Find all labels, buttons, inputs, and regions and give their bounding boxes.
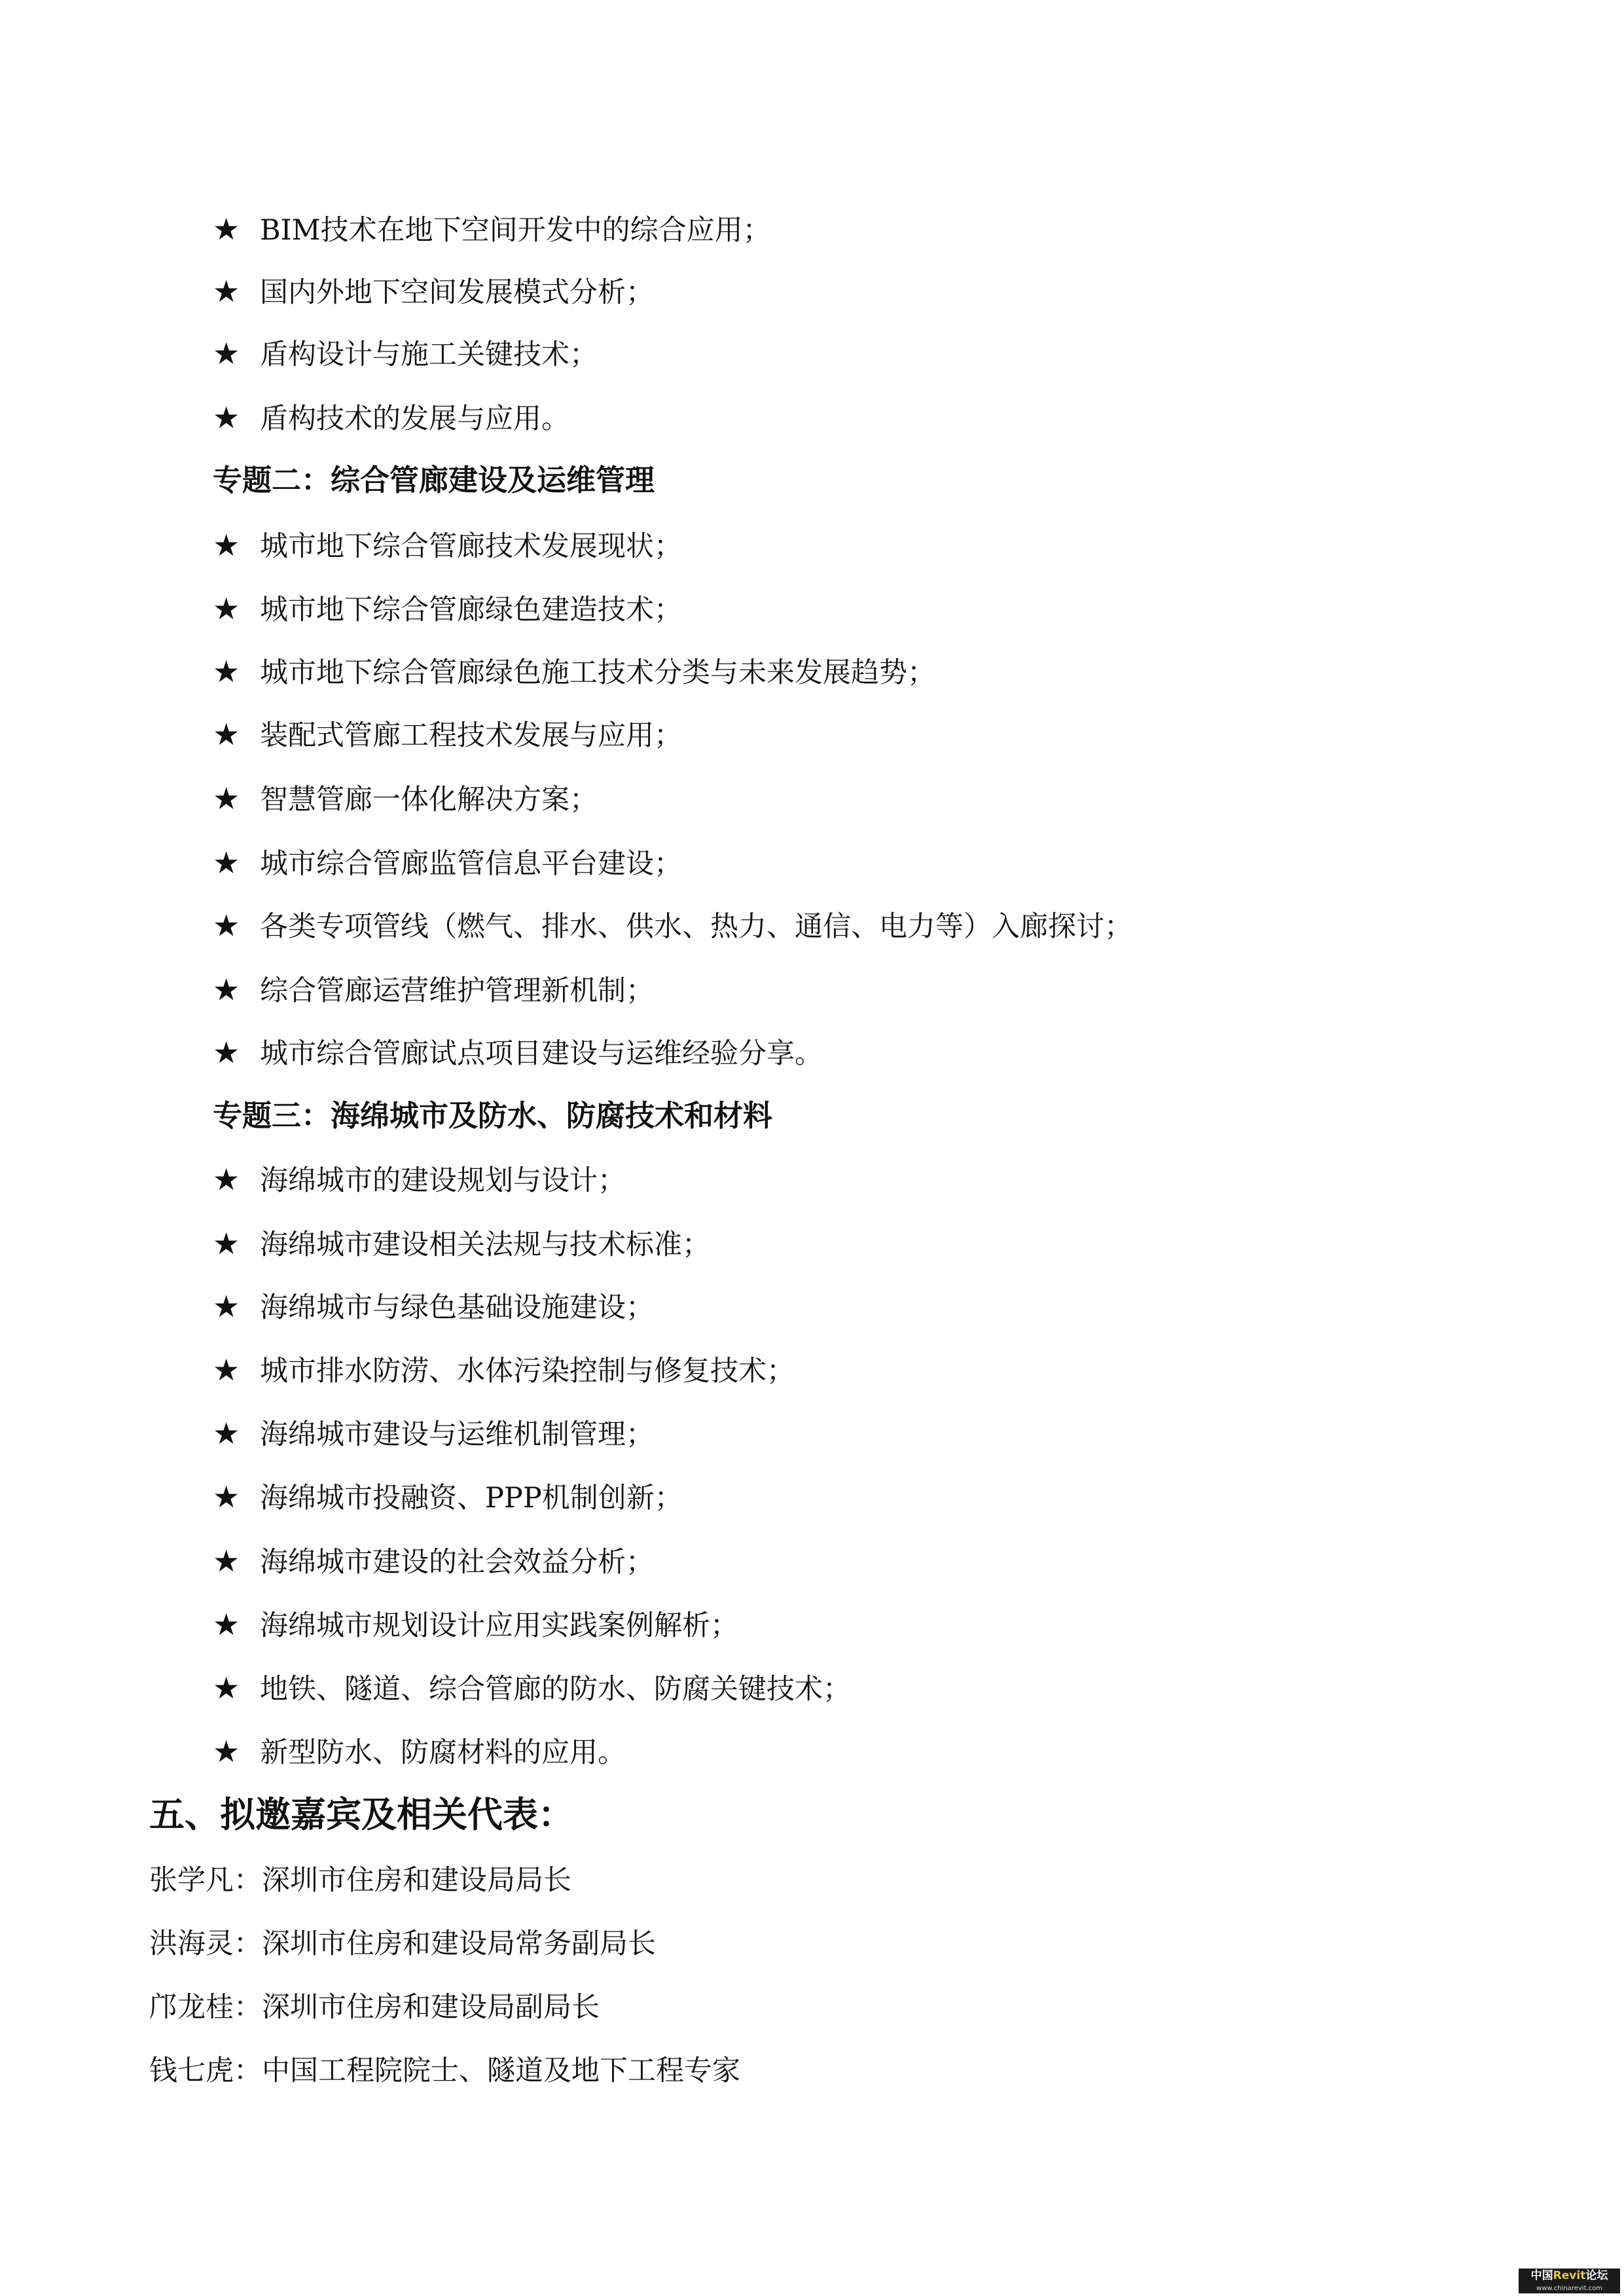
list-item bbox=[213, 334, 598, 373]
list-item bbox=[213, 1668, 851, 1708]
list-item bbox=[213, 272, 654, 311]
star-icon: ★ bbox=[213, 1226, 240, 1261]
list-item bbox=[213, 906, 1132, 945]
watermark-url: www.chinarevit.com bbox=[1536, 2285, 1603, 2292]
star-icon: ★ bbox=[213, 1035, 240, 1070]
star-icon: ★ bbox=[213, 1162, 240, 1197]
star-icon: ★ bbox=[213, 1734, 240, 1769]
list-item-text: 城市综合管廊试点项目建设与运维经验分享。 bbox=[260, 1037, 823, 1070]
star-icon: ★ bbox=[213, 654, 240, 689]
list-item-text: 国内外地下空间发展模式分析； bbox=[260, 276, 654, 309]
list-item-text: 海绵城市的建设规划与设计； bbox=[260, 1164, 626, 1197]
list-item bbox=[213, 1033, 823, 1072]
star-icon: ★ bbox=[213, 591, 240, 626]
list-item bbox=[213, 1224, 710, 1263]
star-icon: ★ bbox=[213, 972, 240, 1007]
list-item-text: 装配式管廊工程技术发展与应用； bbox=[260, 719, 682, 752]
watermark-prefix: 中国 bbox=[1530, 2269, 1553, 2282]
list-item-text: 城市综合管廊监管信息平台建设； bbox=[260, 848, 682, 880]
list-item bbox=[213, 779, 598, 818]
guest-entry: 张学凡：深圳市住房和建设局局长 bbox=[149, 1864, 571, 1897]
list-item-text: 海绵城市规划设计应用实践案例解析； bbox=[260, 1609, 738, 1642]
guest-entry: 钱七虎：中国工程院院士、隧道及地下工程专家 bbox=[149, 2054, 740, 2087]
list-item bbox=[213, 1732, 626, 1771]
star-icon: ★ bbox=[213, 528, 240, 563]
star-icon: ★ bbox=[213, 781, 240, 816]
star-icon: ★ bbox=[213, 400, 240, 435]
list-item bbox=[213, 843, 682, 882]
list-item-text: 海绵城市投融资、PPP机制创新； bbox=[260, 1482, 683, 1515]
list-item bbox=[213, 1605, 738, 1644]
list-item bbox=[213, 589, 682, 628]
star-icon: ★ bbox=[213, 1416, 240, 1451]
star-icon: ★ bbox=[213, 1479, 240, 1515]
list-item-text: 盾构技术的发展与应用。 bbox=[260, 403, 569, 435]
list-item-text: 各类专项管线（燃气、排水、供水、热力、通信、电力等）入廊探讨； bbox=[260, 910, 1132, 943]
list-item-text: 城市地下综合管廊绿色施工技术分类与未来发展趋势； bbox=[260, 656, 935, 689]
list-item bbox=[213, 1477, 683, 1516]
list-item-text: 城市排水防涝、水体污染控制与修复技术； bbox=[260, 1355, 795, 1388]
list-item-text: 城市地下综合管廊绿色建造技术； bbox=[260, 594, 682, 626]
list-item bbox=[213, 209, 771, 249]
list-item-text: 海绵城市与绿色基础设施建设； bbox=[260, 1291, 654, 1324]
list-item-text: 盾构设计与施工关键技术； bbox=[260, 338, 598, 371]
star-icon: ★ bbox=[213, 274, 240, 309]
list-item-text: 海绵城市建设相关法规与技术标准； bbox=[260, 1229, 710, 1261]
list-item-text: 地铁、隧道、综合管廊的防水、防腐关键技术； bbox=[260, 1673, 851, 1706]
star-icon: ★ bbox=[213, 1543, 240, 1579]
star-icon: ★ bbox=[213, 1289, 240, 1324]
watermark-suffix: 论坛 bbox=[1585, 2269, 1608, 2282]
star-icon: ★ bbox=[213, 845, 240, 880]
list-item-text: BIM技术在地下空间开发中的综合应用； bbox=[260, 214, 771, 247]
list-item-text: 城市地下综合管廊技术发展现状； bbox=[260, 530, 682, 563]
list-item bbox=[213, 526, 682, 565]
list-item-text: 综合管廊运营维护管理新机制； bbox=[260, 975, 654, 1007]
list-item bbox=[213, 652, 935, 691]
list-item-text: 海绵城市建设与运维机制管理； bbox=[260, 1418, 654, 1451]
list-item-text: 新型防水、防腐材料的应用。 bbox=[260, 1736, 626, 1769]
list-item-text: 智慧管廊一体化解决方案； bbox=[260, 783, 598, 816]
topic-heading: 专题三：海绵城市及防水、防腐技术和材料 bbox=[213, 1098, 773, 1133]
site-watermark bbox=[1519, 2269, 1620, 2293]
list-item bbox=[213, 1541, 654, 1581]
topic-heading: 专题二：综合管廊建设及运维管理 bbox=[213, 463, 655, 497]
star-icon: ★ bbox=[213, 1670, 240, 1706]
guest-entry: 洪海灵：深圳市住房和建设局常务副局长 bbox=[149, 1928, 656, 1960]
list-item bbox=[213, 1287, 654, 1326]
list-item bbox=[213, 1350, 795, 1390]
section-heading: 五、拟邀嘉宾及相关代表： bbox=[149, 1794, 573, 1835]
list-item-text: 海绵城市建设的社会效益分析； bbox=[260, 1546, 654, 1579]
list-item bbox=[213, 1414, 654, 1453]
watermark-accent: Revit bbox=[1553, 2269, 1586, 2282]
star-icon: ★ bbox=[213, 336, 240, 371]
star-icon: ★ bbox=[213, 717, 240, 752]
list-item bbox=[213, 970, 654, 1009]
star-icon: ★ bbox=[213, 211, 240, 247]
star-icon: ★ bbox=[213, 908, 240, 943]
list-item bbox=[213, 1160, 626, 1199]
guest-entry: 邝龙桂：深圳市住房和建设局副局长 bbox=[149, 1991, 600, 2024]
list-item bbox=[213, 715, 682, 754]
list-item bbox=[213, 398, 569, 437]
star-icon: ★ bbox=[213, 1607, 240, 1642]
star-icon: ★ bbox=[213, 1352, 240, 1388]
